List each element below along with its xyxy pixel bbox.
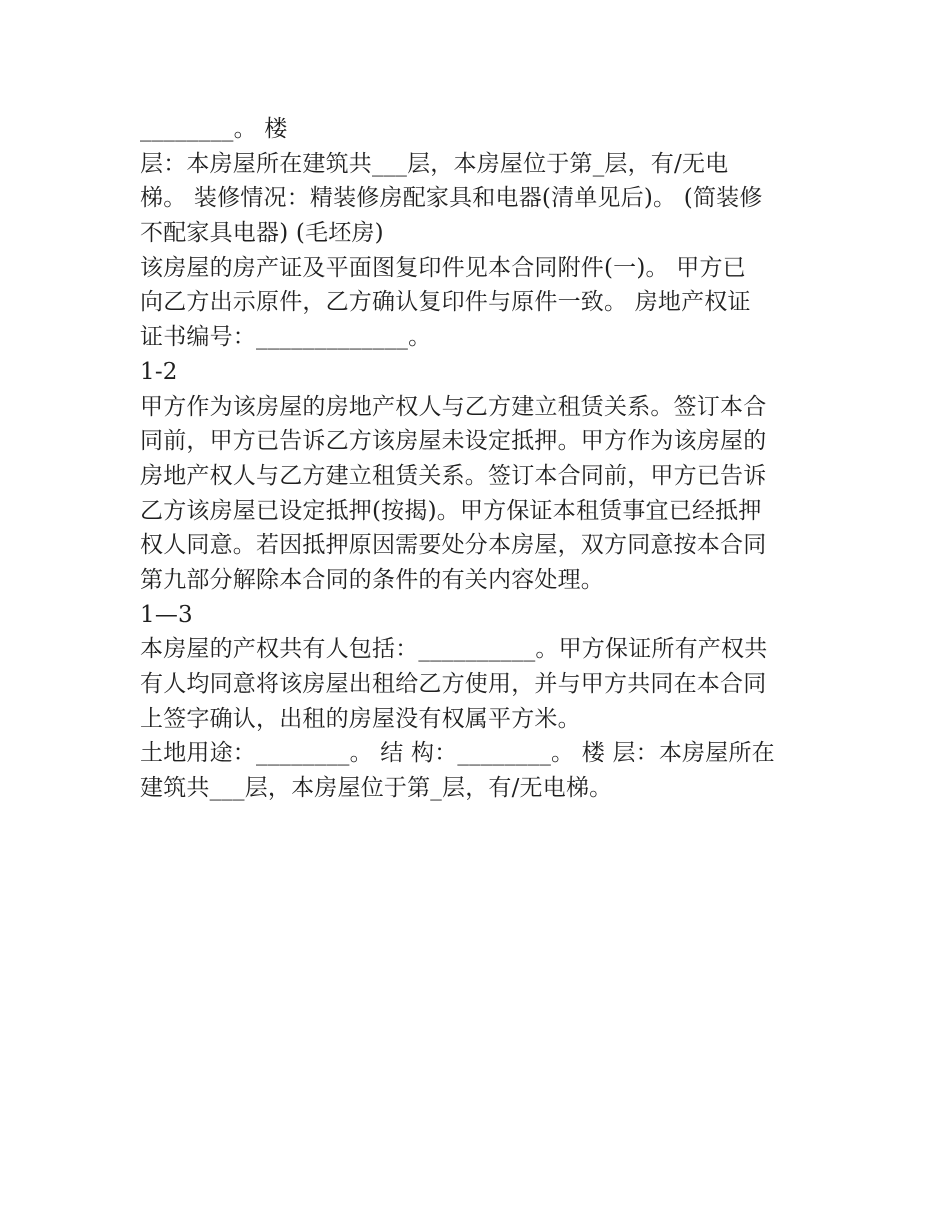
text-line: 同前，甲方已告诉乙方该房屋未设定抵押。甲方作为该房屋的 <box>140 428 767 455</box>
text-line: 上签字确认，出租的房屋没有权属平方米。 <box>140 705 581 732</box>
text-line: 梯。 装修情况：精装修房配家具和电器(清单见后)。 (简装修 <box>140 185 763 212</box>
text-line: 层：本房屋所在建筑共___层，本房屋位于第_层，有/无电 <box>140 150 729 177</box>
text-line: 第九部分解除本合同的条件的有关内容处理。 <box>140 566 604 593</box>
text-line: 建筑共___层，本房屋位于第_层，有/无电梯。 <box>140 775 613 802</box>
text-line: 不配家具电器) (毛坯房) <box>140 220 384 247</box>
document-body <box>140 112 820 806</box>
text-line: 本房屋的产权共有人包括：__________。甲方保证所有产权共 <box>140 636 768 663</box>
text-line: 有人均同意将该房屋出租给乙方使用，并与甲方共同在本合同 <box>140 671 767 697</box>
text-line: 乙方该房屋已设定抵押(按揭)。甲方保证本租赁事宜已经抵押 <box>140 497 762 524</box>
text-line: 证书编号：_____________。 <box>140 324 432 351</box>
text-line: 房地产权人与乙方建立租赁关系。签订本合同前，甲方已告诉 <box>140 462 767 489</box>
text-line: 权人同意。若因抵押原因需要处分本房屋，双方同意按本合同 <box>140 532 767 559</box>
text-line: 甲方作为该房屋的房地产权人与乙方建立租赁关系。签订本合 <box>140 393 767 420</box>
text-line: ________。 楼 <box>140 116 288 142</box>
text-line: 该房屋的房产证及平面图复印件见本合同附件(一)。 甲方已 <box>140 254 746 281</box>
section-number: 1-2 <box>140 358 178 385</box>
text-line: 向乙方出示原件，乙方确认复印件与原件一致。 房地产权证 <box>140 289 751 316</box>
text-line: 土地用途：________。 结 构：________。 楼 层：本房屋所在 <box>140 740 775 767</box>
section-number: 1—3 <box>140 601 193 628</box>
